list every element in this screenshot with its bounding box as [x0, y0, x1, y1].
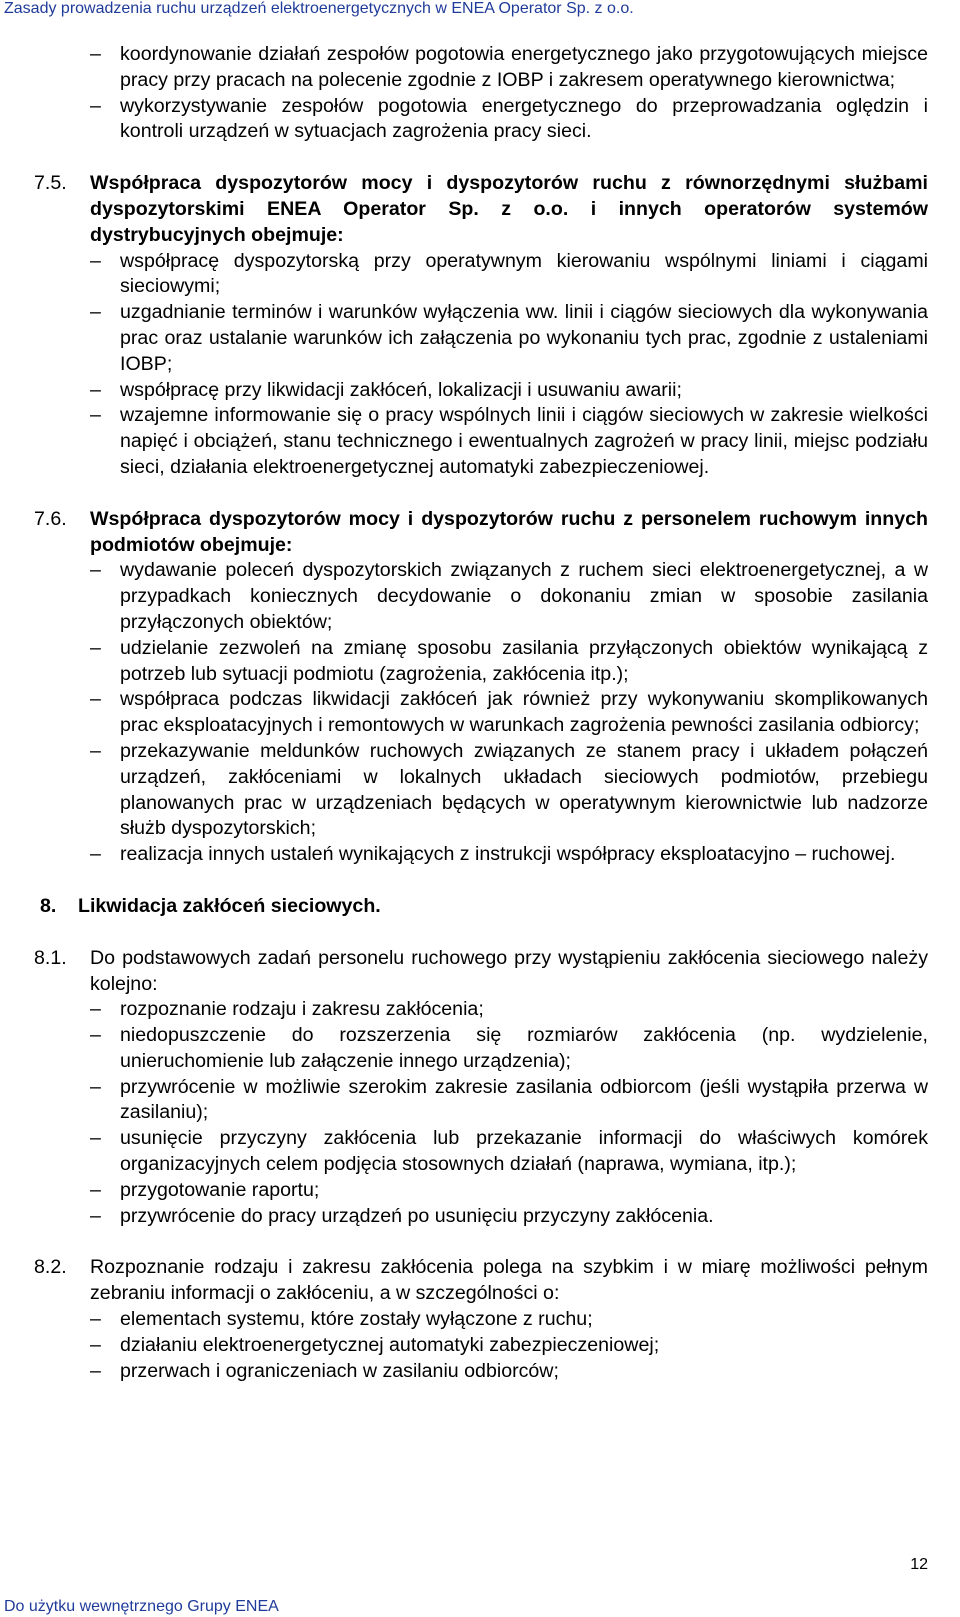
bullet-dash: –	[90, 1308, 101, 1331]
page-header: Zasady prowadzenia ruchu urządzeń elektroenergetycznych w ENEA Operator Sp. z o.o.	[4, 0, 634, 17]
list-item	[34, 94, 928, 146]
list-item-text: współpraca podczas likwidacji zakłóceń jak również przy wykonywaniu skomplikowanych prac eksploatacyjnych i remontowych w warunkach zagrożenia pewności zasilania odbiorcy;	[120, 688, 928, 737]
chapter-title: Likwidacja zakłóceń sieciowych.	[78, 894, 381, 917]
list-item-text: koordynowanie działań zespołów pogotowia energetycznego jako przygotowujących miejsce pracy przy pracach na polecenie zgodnie z IOBP i zakresem operatywnego kierownictwa;	[120, 43, 928, 91]
list-item	[34, 1075, 928, 1127]
section-7-6	[34, 507, 928, 559]
list-item	[34, 300, 928, 377]
list-item-text: działaniu elektroenergetycznej automatyki zabezpieczeniowej;	[120, 1333, 660, 1356]
page-number: 12	[910, 1556, 928, 1573]
section-number: 8.1.	[34, 946, 67, 969]
list-item	[34, 1023, 928, 1075]
bullet-dash: –	[90, 998, 101, 1021]
list-item	[34, 1307, 928, 1333]
list-item	[34, 997, 928, 1023]
section-title: Współpraca dyspozytorów mocy i dyspozytorów ruchu z równorzędnymi służbami dyspozytorskimi ENEA Operator Sp. z o.o. i innych operatorów systemów dystrybucyjnych obejmuje:	[90, 172, 928, 246]
list-item	[34, 842, 928, 868]
bullet-dash: –	[90, 1333, 101, 1356]
list-item-text: wydawanie poleceń dyspozytorskich związanych z ruchem sieci elektroenergetycznej, a w przypadkach koniecznych decydowanie o dokonaniu zmian w sposobie zasilania przyłączonych obiektów;	[120, 559, 928, 633]
list-item-text: przekazywanie meldunków ruchowych związanych ze stanem pracy i układem połączeń urządzeń, zakłóceniami w lokalnych układach sieciowych podmiotów, przebiegu planowanych prac w urządzeniach będących w operatywnym kierownictwie lub nadzorze służb dyspozytorskich;	[120, 739, 928, 840]
bullet-dash: –	[90, 843, 101, 866]
bullet-dash: –	[90, 249, 101, 272]
bullet-dash: –	[90, 739, 101, 762]
list-item	[34, 687, 928, 739]
list-item-text: realizacja innych ustaleń wynikających z instrukcji współpracy eksploatacyjno – ruchowej.	[120, 843, 896, 866]
list-item-text: rozpoznanie rodzaju i zakresu zakłócenia;	[120, 998, 484, 1021]
section-number: 8.2.	[34, 1256, 67, 1279]
bullet-dash: –	[90, 404, 101, 427]
list-item-text: przygotowanie raportu;	[120, 1178, 320, 1201]
section-text: Do podstawowych zadań personelu ruchowego przy wystąpieniu zakłócenia sieciowego należy kolejno:	[90, 946, 928, 995]
list-item-text: współpracę przy likwidacji zakłóceń, lokalizacji i usuwaniu awarii;	[120, 378, 682, 401]
list-item	[34, 558, 928, 635]
bullet-dash: –	[90, 301, 101, 324]
list-item-text: niedopuszczenie do rozszerzenia się rozmiarów zakłócenia (np. wydzielenie, unieruchomienie lub załączenie innego urządzenia);	[120, 1024, 928, 1072]
section-7-5	[34, 171, 928, 248]
chapter-number: 8.	[40, 894, 57, 917]
bullet-dash: –	[90, 1075, 101, 1098]
list-item	[34, 1126, 928, 1178]
bullet-dash: –	[90, 94, 101, 117]
section-8-2	[34, 1255, 928, 1307]
list-item-text: elementach systemu, które zostały wyłączone z ruchu;	[120, 1308, 593, 1331]
list-item-text: wzajemne informowanie się o pracy wspólnych linii i ciągów sieciowych w zakresie wielkości napięć i obciążeń, stanu technicznego i ewentualnych zagrożeń w pracy linii, miejsc podziału sieci, działania elektroenergetycznej automatyki zabezpieczeniowej.	[120, 404, 928, 478]
list-item-text: przywrócenie w możliwie szerokim zakresie zasilania odbiorcom (jeśli wystąpiła przerwa w zasilaniu);	[120, 1075, 928, 1124]
list-item	[34, 42, 928, 94]
list-item-text: usunięcie przyczyny zakłócenia lub przekazanie informacji do właściwych komórek organizacyjnych celem podjęcia stosownych działań (naprawa, wymiana, itp.);	[120, 1127, 928, 1176]
list-item	[34, 403, 928, 480]
list-item	[34, 1178, 928, 1204]
bullet-dash: –	[90, 559, 101, 582]
bullet-dash: –	[90, 378, 101, 401]
section-title: Współpraca dyspozytorów mocy i dyspozytorów ruchu z personelem ruchowym innych podmiotów obejmuje:	[90, 507, 928, 556]
list-item-text: współpracę dyspozytorską przy operatywnym kierowaniu wspólnymi liniami i ciągami sieciowymi;	[120, 249, 928, 298]
bullet-dash: –	[90, 1178, 101, 1201]
list-item	[34, 378, 928, 404]
list-item-text: udzielanie zezwoleń na zmianę sposobu zasilania przyłączonych obiektów wynikającą z potrzeb lub sytuacji podmiotu (zagrożenia, zakłócenia itp.);	[120, 636, 928, 685]
section-8-1	[34, 946, 928, 998]
section-text: Rozpoznanie rodzaju i zakresu zakłócenia polega na szybkim i w miarę możliwości pełnym zebraniu informacji o zakłóceniu, a w szczególności o:	[90, 1256, 928, 1305]
section-number: 7.6.	[34, 507, 67, 530]
chapter-heading	[34, 894, 928, 920]
list-item-text: przywrócenie do pracy urządzeń po usunięciu przyczyny zakłócenia.	[120, 1204, 714, 1227]
list-item-text: uzgadnianie terminów i warunków wyłączenia ww. linii i ciągów sieciowych dla wykonywania prac oraz ustalanie warunków ich załączenia po wykonaniu tych prac, zgodnie z ustaleniami IOBP;	[120, 301, 928, 375]
list-item-text: wykorzystywanie zespołów pogotowia energetycznego do przeprowadzania oględzin i kontroli urządzeń w sytuacjach zagrożenia pracy sieci.	[120, 94, 928, 143]
bullet-dash: –	[90, 636, 101, 659]
list-item	[34, 739, 928, 842]
page-footer: Do użytku wewnętrznego Grupy ENEA	[4, 1598, 279, 1615]
bullet-dash: –	[90, 1127, 101, 1150]
bullet-dash: –	[90, 43, 101, 65]
bullet-dash: –	[90, 1359, 101, 1382]
list-item	[34, 1333, 928, 1359]
list-item	[34, 1359, 928, 1385]
document-body	[34, 42, 928, 1384]
list-item-text: przerwach i ograniczeniach w zasilaniu odbiorców;	[120, 1359, 559, 1382]
section-number: 7.5.	[34, 172, 67, 195]
list-item	[34, 249, 928, 301]
bullet-dash: –	[90, 688, 101, 711]
list-item	[34, 636, 928, 688]
list-item	[34, 1204, 928, 1230]
bullet-dash: –	[90, 1204, 101, 1227]
bullet-dash: –	[90, 1024, 101, 1047]
